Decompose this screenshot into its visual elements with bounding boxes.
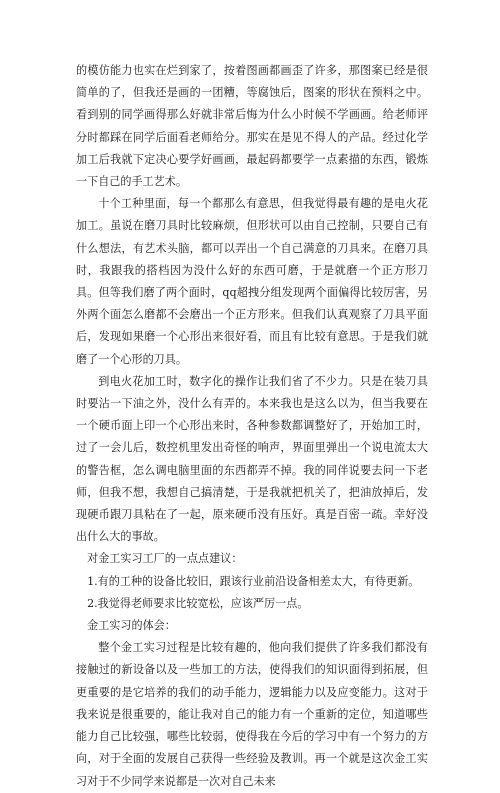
paragraph-experience: 整个金工实习过程是比较有趣的，他向我们提供了许多我们都没有接触过的新设备以及一些加工的方法，使得我们的知识面得到拓展，但更重要的是它培养的我们的动手能力，逻辑能力以及应变能力。这对于我来说是很重要的，能让我对自己的能力有一个重新的定位，知道哪些能力自己比较强，哪些比较弱，使得我在今后的学习中有一个努力的方向，对于全面的发展自己获得一些经验及教训。再一个就是这次金工实习对于不少同学来说都是一次对自己未来	[76, 641, 428, 788]
body-text	[76, 60, 428, 793]
paragraph-edm-tool: 十个工种里面，每一个都那么有意思，但我觉得最有趣的是电火花加工。虽说在磨刀具时比较麻烦，但形状可以由自己控制，只要自己有什么想法，有艺术头脑，都可以弄出一个自己满意的刀具来。在磨刀具时，我跟我的搭档因为没什么好的东西可磨，于是就磨一个正方形刀具。但等我们磨了两个面时，qq超拽分组发现两个面偏得比较厉害，另外两个面怎么磨都不会磨出一个正方形来。但我们认真观察了刀具平面后，发现如果磨一个心形出来很好看，而且有比较有意思。于是我们就磨了一个心形的刀具。	[76, 197, 428, 366]
suggestion-item-1: 1.有的工种的设备比较旧，跟该行业前沿设备相差太大，有待更新。	[87, 574, 420, 588]
heading-suggestions: 对金工实习工厂的一点点建议：	[87, 552, 243, 566]
paragraph-chemical-processing: 的模仿能力也实在烂到家了，按着图画都画歪了许多，那图案已经是很简单的了，但我还是画的一团糟，等腐蚀后，图案的形状在预料之中。看到别的同学画得那么好就非常后悔为什么小时候不学画画。给老师评分时都踩在同学后面看老师给分。那实在是见不得人的产品。经过化学加工后我就下定决心要学好画画，最起码都要学一点素描的东西，锻炼一下自己的手工艺术。	[76, 64, 428, 189]
paragraph-edm-machining: 到电火花加工时，数字化的操作让我们省了不少力。只是在装刀具时要沾一下油之外，没什么有弄的。本来我也是这么以为，但当我要在一个硬币面上印一个心形出来时，各种参数都调整好了，开始加工时，过了一会儿后，数控机里发出奇怪的响声，界面里弹出一个说电流太大的警告框，怎么调电脑里面的东西都弄不掉。我的同伴说要去问一下老师，但我不想，我想自己搞清楚，于是我就把机关了，把油放掉后，发现硬币跟刀具粘在了一起，原来硬币没有压好。真是百密一疏。幸好没出什么大的事故。	[76, 374, 428, 544]
heading-experience: 金工实习的体会：	[87, 619, 176, 633]
suggestion-item-2: 2.我觉得老师要求比较宽松，应该严厉一点。	[87, 596, 309, 610]
